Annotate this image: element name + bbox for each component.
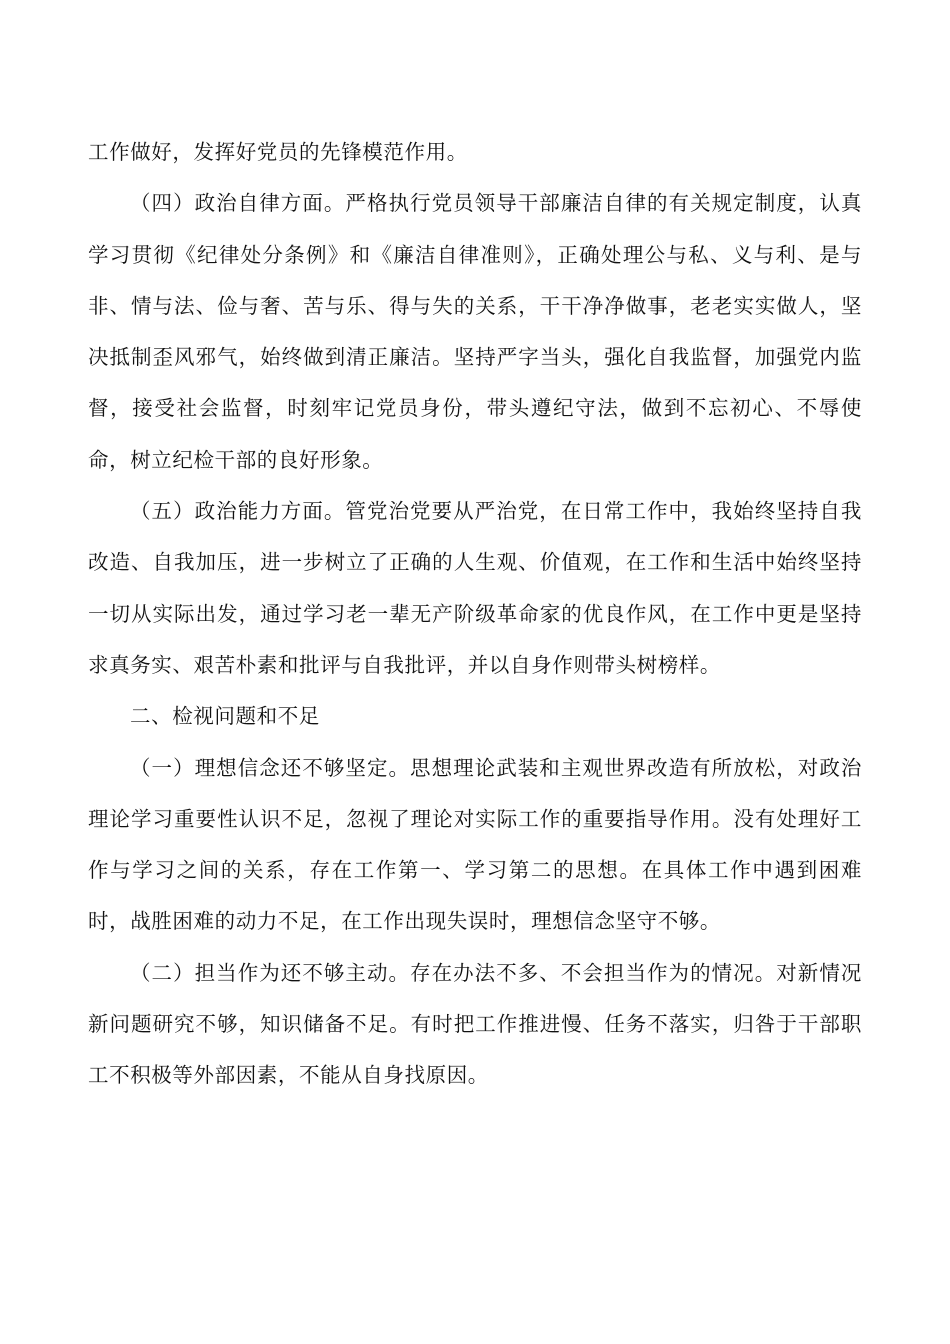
paragraph-ideals-beliefs: （一）理想信念还不够坚定。思想理论武装和主观世界改造有所放松，对政治理论学习重要性认识不足，忽视了理论对实际工作的重要指导作用。没有处理好工作与学习之间的关系，存在工作第一、学习第二的思想。在具体工作中遇到困难时，战胜困难的动力不足，在工作出现失误时，理想信念坚守不够。 <box>88 755 862 934</box>
paragraph-political-ability: （五）政治能力方面。管党治党要从严治党，在日常工作中，我始终坚持自我改造、自我加压，进一步树立了正确的人生观、价值观，在工作和生活中始终坚持一切从实际出发，通过学习老一辈无产阶级革命家的优良作风，在工作中更是坚持求真务实、艰苦朴素和批评与自我批评，并以自身作则带头树榜样。 <box>88 499 862 677</box>
paragraph-political-self-discipline: （四）政治自律方面。严格执行党员领导干部廉洁自律的有关规定制度，认真学习贯彻《纪律处分条例》和《廉洁自律准则》，正确处理公与私、义与利、是与非、情与法、俭与奢、苦与乐、得与失的关系，干干净净做事，老老实实做人，坚决抵制歪风邪气，始终做到清正廉洁。坚持严字当头，强化自我监督，加强党内监督，接受社会监督，时刻牢记党员身份，带头遵纪守法，做到不忘初心、不辱使命，树立纪检干部的良好形象。 <box>88 191 862 472</box>
paragraph-continuation: 工作做好，发挥好党员的先锋模范作用。 <box>88 140 468 164</box>
document-page <box>88 127 862 1102</box>
paragraph-responsibility: （二）担当作为还不够主动。存在办法不多、不会担当作为的情况。对新情况新问题研究不够，知识储备不足。有时把工作推进慢、任务不落实，归咎于干部职工不积极等外部因素，不能从自身找原因。 <box>88 960 862 1088</box>
section-heading-problems: 二、检视问题和不足 <box>130 704 320 729</box>
